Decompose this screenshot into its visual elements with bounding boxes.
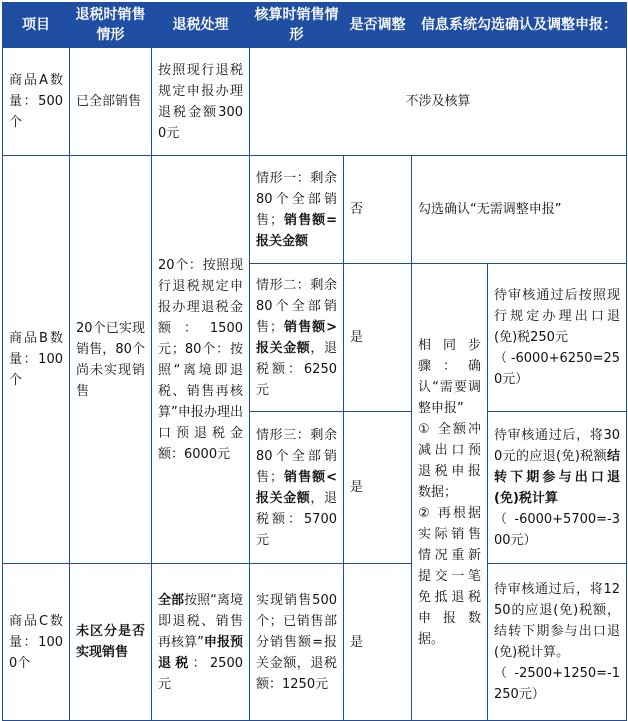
- row-b-case2-adjust: 是: [344, 264, 412, 412]
- row-product-c: [3, 564, 627, 721]
- row-b-item: 商品B数量：100个: [3, 156, 70, 564]
- case1-text: 情形一：剩余80个全部销售；: [256, 170, 337, 228]
- header-system-confirm: 信息系统勾选确认及调整申报：: [412, 3, 627, 48]
- row-c-refund-tail: ：2500元: [158, 655, 243, 692]
- row-b-case1-adjust: 否: [344, 156, 412, 264]
- case2-tail: ，退税额：6250元: [256, 340, 337, 398]
- header-need-adjust: 是否调整: [344, 3, 412, 48]
- case1-bold: 销售额=报关金额: [256, 212, 337, 249]
- row-b-case3-result: [488, 412, 627, 564]
- row-b-case3-adjust: 是: [344, 412, 412, 564]
- row-b-case2-result: 待审核通过后按照现行规定办理出口退(免)税250元 （-6000+6250=250元）: [488, 264, 627, 412]
- case3-tail: ，退税额：5700元: [256, 490, 337, 548]
- row-c-bold-all: 全部: [158, 592, 185, 608]
- header-item: 项目: [3, 3, 70, 48]
- case3-bold: 销售额<报关金额: [256, 469, 337, 506]
- row-c-check-status: 实现销售500个；已销售部分销售额=报关金额，退税额：1250元: [250, 564, 344, 721]
- header-sale-status: 退税时销售情形: [70, 3, 152, 48]
- row-c-refund-text: 按照“离境即退税、销售再核算”: [158, 592, 243, 650]
- row-c-bold-prerefund: 申报预退税: [158, 634, 243, 671]
- header-row: [3, 3, 627, 48]
- case3-result-pre: 待审核通过后，将300元的应退(免)税额: [494, 427, 620, 464]
- row-product-a: [3, 48, 627, 156]
- row-b-case2-status: [250, 264, 344, 412]
- row-product-b-case1: [3, 156, 627, 264]
- row-a-not-applicable: 不涉及核算: [250, 48, 627, 156]
- case3-text: 情形三：剩余80个全部销售；: [256, 427, 337, 485]
- row-b-case1-confirm: 勾选确认“无需调整申报”: [412, 156, 627, 264]
- row-b-refund-handling: 20个：按照现行退税规定申报办理退税金额：1500元；80个：按照“离境即退税、销售再核算”申报办理出口预退税金额：6000元: [152, 156, 250, 564]
- same-steps: 相同步骤：确认“需要调整申报” ① 全额冲减出口预退税申报数据； ② 再根据实际销售情况重新提交一笔免抵退税申报数据。: [412, 264, 488, 721]
- row-c-sale-status: [70, 564, 152, 721]
- header-refund-handling: 退税处理: [152, 3, 250, 48]
- row-a-refund-handling: 按照现行退税规定申报办理退税金额3000元: [152, 48, 250, 156]
- header-check-status: 核算时销售情形: [250, 3, 344, 48]
- row-a-item: 商品A数量：500个: [3, 48, 70, 156]
- row-c-item: 商品C数量：1000个: [3, 564, 70, 721]
- case3-result-bold: 结转下期参与出口退(免)税计算: [494, 448, 620, 506]
- case3-result-post: （-6000+5700=-300元）: [494, 511, 620, 548]
- row-c-result: 待审核通过后，将1250的应退(免)税额，结转下期参与出口退(免)税计算。 （-2500+1250=-1250元）: [488, 564, 627, 721]
- tax-refund-table: [2, 2, 627, 721]
- case2-text: 情形二：剩余80个全部销售；: [256, 277, 337, 335]
- row-c-refund-handling: [152, 564, 250, 721]
- row-b-sale-status: 20个已实现销售，80个尚未实现销售: [70, 156, 152, 564]
- row-c-adjust: 是: [344, 564, 412, 721]
- row-a-sale-status: 已全部销售: [70, 48, 152, 156]
- row-b-case1-status: [250, 156, 344, 264]
- case2-bold: 销售额>报关金额: [256, 319, 337, 356]
- row-b-case3-status: [250, 412, 344, 564]
- row-c-sale-status-text: 未区分是否实现销售: [76, 624, 145, 660]
